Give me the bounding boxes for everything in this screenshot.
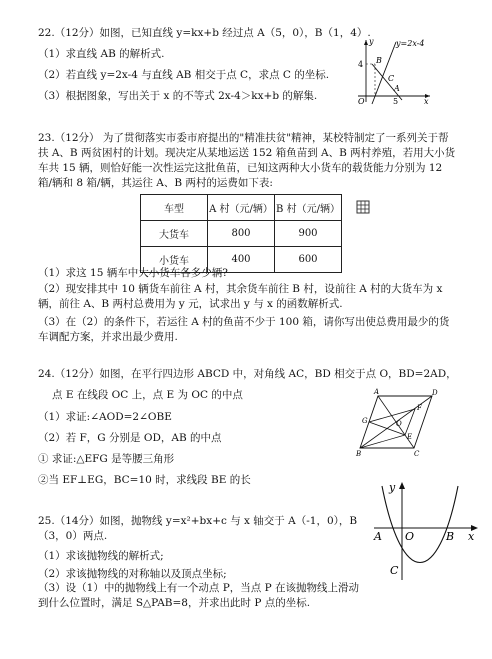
q24-part2b: ②当 EF⊥EG，BC=10 时，求线段 BE 的长 bbox=[38, 474, 251, 486]
q24-part2a: ① 求证:△EFG 是等腰三角形 bbox=[38, 453, 175, 465]
table-icon[interactable] bbox=[356, 200, 370, 214]
q23-part2: （2）现安排其中 10 辆货车前往 A 村，其余货车前往 B 村，设前往 A 村的大货车为 x 辆，前往 A、B 两村总费用为 y 元，试求出 y 与 x 的函数解析式. bbox=[38, 283, 443, 310]
q24-header2: 点 E 在线段 OC 上，点 E 为 OC 的中点 bbox=[52, 389, 243, 401]
label-y: y bbox=[389, 481, 396, 494]
q24-part1: （1）求证:∠AOD=2∠OBE bbox=[38, 411, 172, 423]
q25-part3: （3）设（1）中的抛物线上有一个动点 P，当点 P 在该抛物线上滑动到什么位置时，满足 S△PAB=8，并求出此时 P 点的坐标. bbox=[38, 582, 360, 609]
label-f: F bbox=[417, 404, 422, 412]
label-o: O bbox=[358, 97, 365, 106]
q23-freight-table bbox=[140, 194, 342, 273]
y-axis-arrow bbox=[399, 482, 405, 489]
label-b: B bbox=[446, 530, 455, 543]
label-d: D bbox=[432, 389, 438, 397]
q25-figure bbox=[372, 478, 482, 582]
label-x: x bbox=[424, 97, 429, 106]
q23-body: 23.（12分） 为了贯彻落实市委市府提出的"精准扶贫"精神，某校特制定了一系列关于帮扶 A、B 两贫困村的计划。现决定从某地运送 152 箱鱼苗到 A、B 两村养殖，若用大小货车共 15 辆，则恰好能一次性运完这批鱼苗，已知这两种大小货车的载货能力分别为 12 箱/辆和 8 箱/辆，其运往 A、B 两村的运费如下表: bbox=[38, 132, 456, 189]
label-a: A bbox=[374, 388, 380, 396]
q25-part2: （2）求该抛物线的对称轴以及顶点坐标; bbox=[38, 568, 227, 580]
label-c: C bbox=[388, 74, 395, 83]
table-cell: 400 bbox=[208, 247, 275, 273]
q25-part1: （1）求该抛物线的解析式; bbox=[38, 550, 164, 562]
q24-figure bbox=[356, 388, 436, 458]
label-a: A bbox=[374, 530, 382, 543]
label-y: y bbox=[369, 37, 374, 46]
label-o: O bbox=[396, 420, 402, 428]
table-cell: 600 bbox=[275, 247, 342, 273]
table-header-cell: 车型 bbox=[141, 195, 208, 221]
label-g: G bbox=[362, 417, 368, 425]
q22-figure bbox=[352, 36, 432, 104]
label-b: B bbox=[376, 56, 382, 65]
label-five: 5 bbox=[393, 97, 399, 106]
q22-header: 22.（12分）如图，已知直线 y=kx+b 经过点 A（5，0），B（1，4）. bbox=[38, 27, 371, 39]
label-x: x bbox=[468, 530, 475, 543]
q22-part2: （2）若直线 y=2x-4 与直线 AB 相交于点 C，求点 C 的坐标. bbox=[38, 69, 330, 81]
q22-part1: （1）求直线 AB 的解析式. bbox=[38, 48, 165, 60]
label-four: 4 bbox=[358, 60, 364, 69]
label-b: B bbox=[356, 450, 362, 458]
q23-part3: （3）在（2）的条件下，若运往 A 村的鱼苗不少于 100 箱，请你写出使总费用最少的货车调配方案，并求出最少费用. bbox=[38, 316, 450, 343]
q23-part1: （1）求这 15 辆车中大小货车各多少辆? bbox=[38, 267, 228, 279]
y-axis-arrow bbox=[364, 40, 368, 45]
parabola bbox=[382, 486, 458, 563]
label-c: C bbox=[414, 450, 420, 458]
label-e: E bbox=[407, 433, 413, 441]
label-c: C bbox=[390, 564, 399, 577]
table-cell: 小货车 bbox=[141, 247, 208, 273]
label-a: A bbox=[394, 84, 400, 93]
table-header-row bbox=[141, 195, 342, 221]
table-header-cell: B 村（元/辆） bbox=[275, 195, 342, 221]
segment-be bbox=[360, 435, 405, 448]
line-ab bbox=[372, 64, 402, 100]
table-cell: 大货车 bbox=[141, 221, 208, 247]
q24-header: 24.（12分）如图，在平行四边形 ABCD 中，对角线 AC，BD 相交于点 O，BD=2AD， bbox=[38, 368, 457, 380]
q22-part3: （3）根据图象，写出关于 x 的不等式 2x-4＞kx+b 的解集. bbox=[38, 90, 318, 102]
label-o: O bbox=[405, 530, 415, 543]
table-cell: 900 bbox=[275, 221, 342, 247]
table-row bbox=[141, 221, 342, 247]
label-line: y=2x-4 bbox=[396, 39, 425, 48]
table-cell: 800 bbox=[208, 221, 275, 247]
line-y-2x-4 bbox=[372, 42, 399, 106]
q24-part2: （2）若 F，G 分别是 OD，AB 的中点 bbox=[38, 432, 222, 444]
q25-header: 25.（14分）如图，抛物线 y=x²+bx+c 与 x 轴交于 A（-1，0），B（3，0）两点. bbox=[38, 515, 358, 542]
table-header-cell: A 村（元/辆） bbox=[208, 195, 275, 221]
